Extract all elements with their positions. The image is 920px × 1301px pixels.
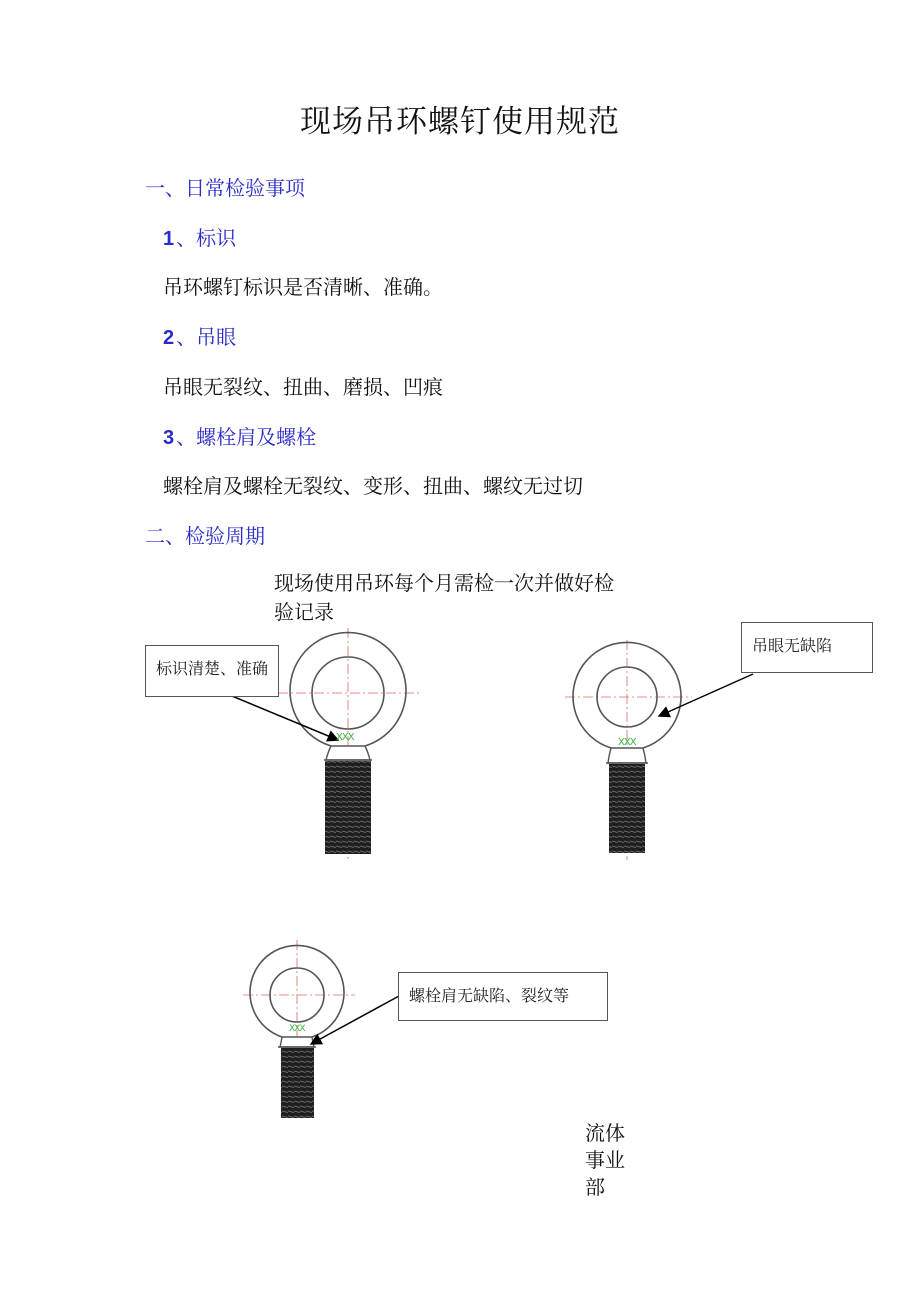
period-line-2: 验记录 — [274, 600, 334, 624]
eye-bolt-1 — [278, 628, 420, 860]
item-label: 、标识 — [176, 226, 237, 250]
item-desc-shoulder: 螺栓肩及螺栓无裂纹、变形、扭曲、螺纹无过切 — [163, 474, 583, 498]
bolt-marking-1: XXX — [336, 732, 354, 743]
signature-line-1: 流体 — [585, 1121, 625, 1145]
item-number: 2 — [163, 327, 175, 349]
period-line-1: 现场使用吊环每个月需检一次并做好检 — [274, 571, 614, 595]
eye-bolt-2 — [565, 640, 692, 860]
item-desc-marking: 吊环螺钉标识是否清晰、准确。 — [163, 275, 443, 299]
thread-shank — [281, 1048, 314, 1118]
section-heading-inspection: 一、日常检验事项 — [145, 176, 305, 200]
callout-eye: 吊眼无缺陷 — [741, 622, 873, 673]
signature-department — [585, 1120, 625, 1201]
signature-line-2: 事业 — [585, 1148, 625, 1172]
item-label: 、螺栓肩及螺栓 — [176, 425, 317, 449]
section-heading-period: 二、检验周期 — [145, 524, 265, 548]
callout-marking: 标识清楚、准确 — [145, 645, 279, 697]
bolt-marking-2: XXX — [618, 737, 636, 748]
item-label: 、吊眼 — [176, 325, 237, 349]
callout-shoulder: 螺栓肩无缺陷、裂纹等 — [398, 972, 608, 1021]
thread-shank — [609, 764, 645, 853]
item-number: 3 — [163, 427, 175, 449]
item-desc-eye: 吊眼无裂纹、扭曲、磨损、凹痕 — [163, 375, 443, 399]
page-title: 现场吊环螺钉使用规范 — [300, 104, 620, 140]
callout-arrow-shoulder — [311, 996, 399, 1044]
signature-line-3: 部 — [585, 1175, 605, 1199]
callout-arrow-eye — [659, 674, 753, 716]
item-number: 1 — [163, 228, 175, 250]
thread-shank — [325, 761, 371, 854]
bolt-marking-3: XXX — [289, 1024, 305, 1034]
